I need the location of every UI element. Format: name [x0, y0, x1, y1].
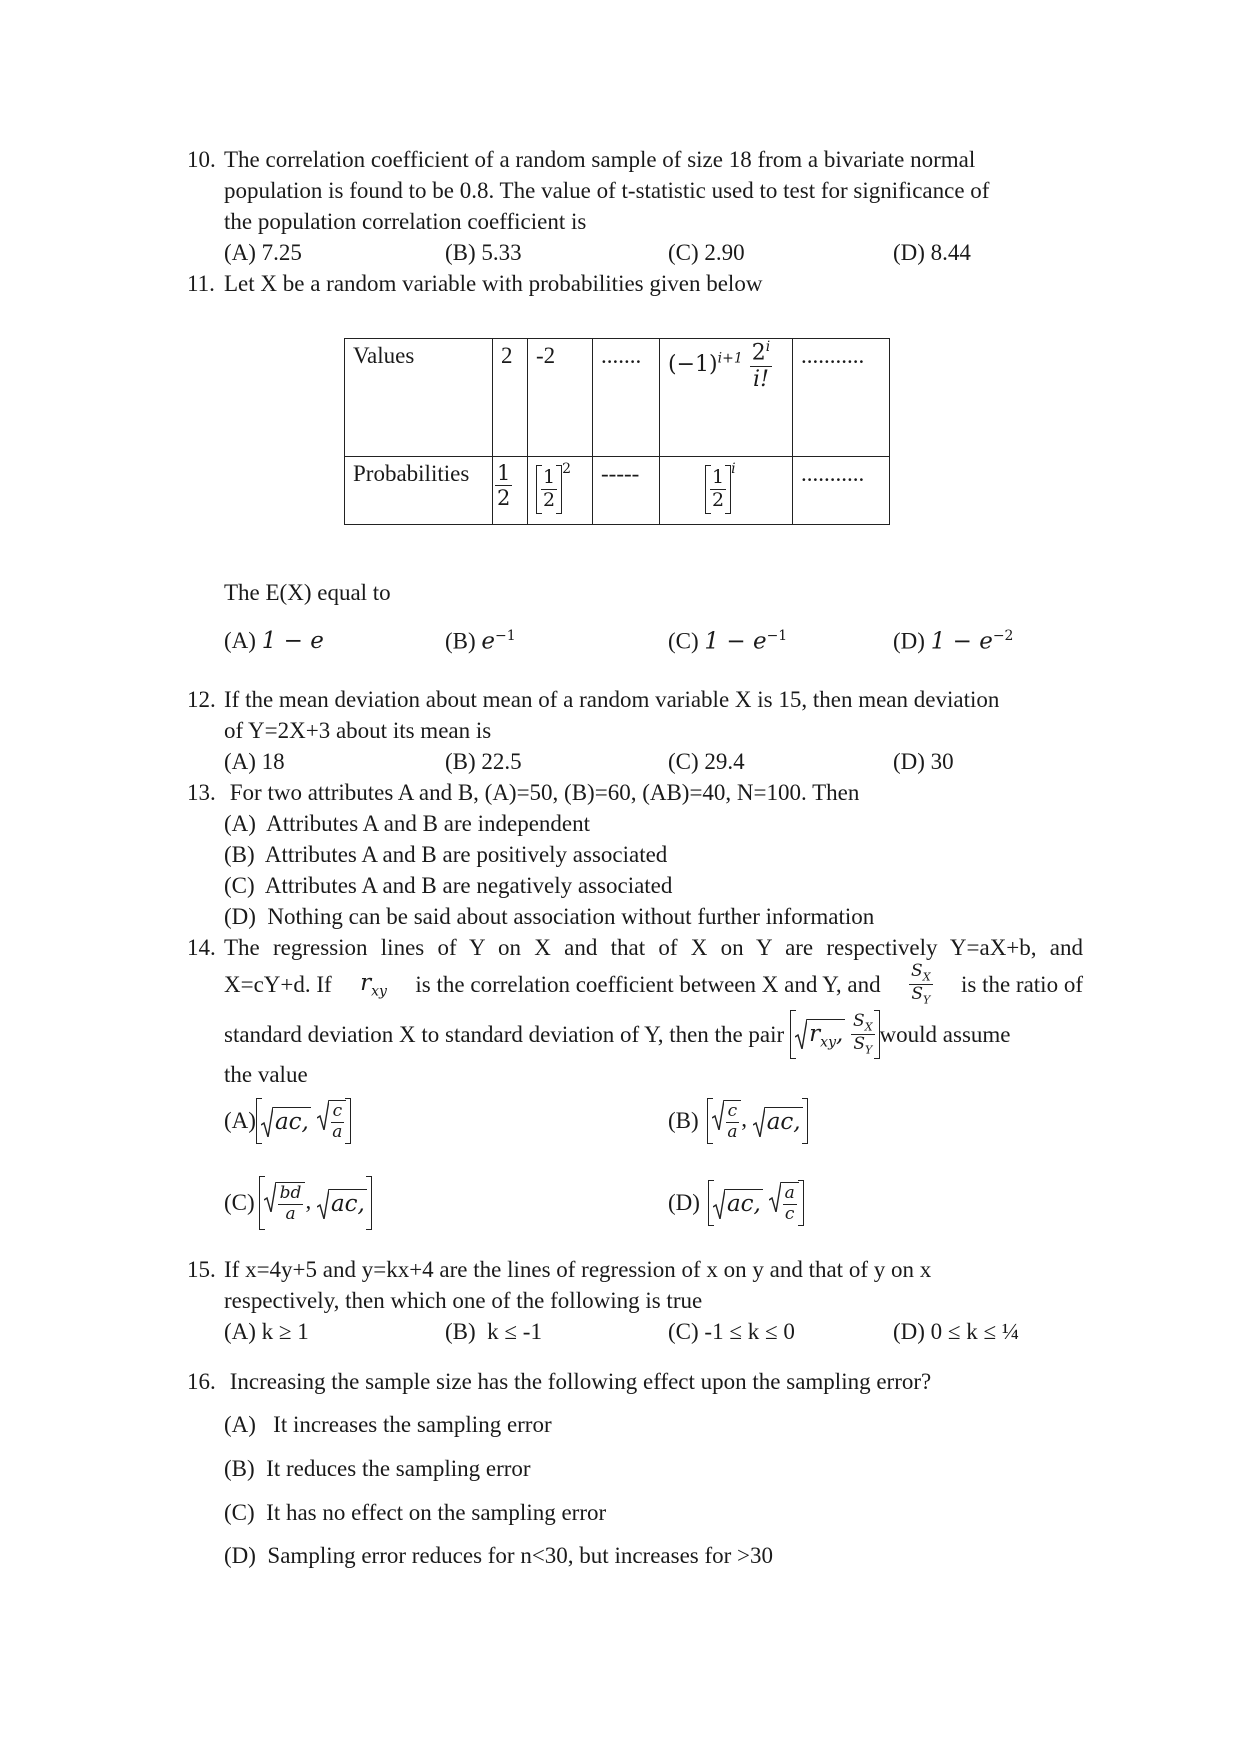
question-text-line: standard deviation X to standard deviation of Y, then the pair $r_{xy}$, $\frac{S_X}{S_Y}$ would assume [224, 1010, 1083, 1059]
option-a: (A) 7.25 [224, 240, 302, 265]
option-b: (B) It reduces the sampling error [224, 1456, 531, 1481]
question-number: 10. [187, 147, 216, 172]
question-text-line: respectively, then which one of the following is true [224, 1288, 703, 1313]
question-text-line: population is found to be 0.8. The value of t-statistic used to test for significance of [224, 178, 990, 203]
option-c: (C) $1 - e^{-1}$ [668, 628, 788, 655]
ellipsis-cell: ........... [793, 457, 890, 525]
numerator-exponent: i [765, 339, 771, 355]
question-text-line: If x=4y+5 and y=kx+4 are the lines of regression of x on y and that of y on x [224, 1257, 932, 1282]
option-d: (D) Nothing can be said about association without further information [224, 904, 875, 929]
values-label: Values [345, 339, 493, 457]
question-text-line: Let X be a random variable with probabilities given below [224, 271, 763, 296]
question-text-line: the value [224, 1062, 308, 1087]
question-text-line: For two attributes A and B, (A)=50, (B)=60, (AB)=40, N=100. Then [224, 780, 860, 805]
question-text-line: of Y=2X+3 about its mean is [224, 718, 492, 743]
question-text-line: The correlation coefficient of a random sample of size 18 from a bivariate normal [224, 147, 976, 172]
option-d: (D) 8.44 [893, 240, 971, 265]
question-prompt: The E(X) equal to [224, 580, 391, 605]
dash-cell: ----- [593, 457, 660, 525]
probability-cell: $\frac{1}{2}$ $^2$ [528, 457, 593, 525]
option-d: (D) ac, $\frac{a}{c}$ [668, 1180, 804, 1226]
option-b: (B) $\frac{c}{a}$ , ac, [668, 1098, 808, 1144]
option-d: (D) 0 ≤ k ≤ ¼ [893, 1319, 1020, 1344]
probability-table [344, 338, 890, 525]
fraction-denominator: i! [753, 366, 769, 392]
question-number: 16. [187, 1369, 216, 1394]
ellipsis-cell: ........... [793, 339, 890, 457]
option-c: (C) -1 ≤ k ≤ 0 [668, 1319, 795, 1344]
option-b: (B) Attributes A and B are positively associated [224, 842, 668, 867]
fraction-numerator: 2 [751, 340, 766, 366]
formula-exponent: i+1 [717, 351, 743, 368]
pair-bracket: $r_{xy}$, $\frac{S_X}{S_Y}$ [790, 1010, 879, 1059]
question-text-line: X=cY+d. If $r_{xy}$ is the correlation coefficient between X and Y, and $\frac{S_X}{S_Y}$ is the ratio of [224, 961, 1083, 1007]
option-a: (A) Attributes A and B are independent [224, 811, 591, 836]
value-cell: 2 [493, 339, 528, 457]
question-text-line: the population correlation coefficient is [224, 209, 587, 234]
option-c: (C) Attributes A and B are negatively associated [224, 873, 673, 898]
question-text-line: If the mean deviation about mean of a random variable X is 15, then mean deviation [224, 687, 1000, 712]
question-number: 13. [187, 780, 216, 805]
option-d: (D) Sampling error reduces for n<30, but increases for >30 [224, 1543, 774, 1568]
question-text-line: Increasing the sample size has the following effect upon the sampling error? [224, 1369, 932, 1394]
option-b: (B) 5.33 [445, 240, 522, 265]
question-number: 15. [187, 1257, 216, 1282]
option-b: (B) 22.5 [445, 749, 522, 774]
value-cell: -2 [528, 339, 593, 457]
probability-cell: $\frac{1}{2}$ $^i$ [660, 457, 793, 525]
value-formula [668, 339, 772, 392]
option-a: (A) ac, $\frac{c}{a}$ [224, 1098, 351, 1144]
question-number: 12. [187, 687, 216, 712]
option-a: (A) 1 − e [224, 628, 324, 654]
option-a: (A) 18 [224, 749, 285, 774]
question-number: 14. [187, 935, 216, 960]
option-d: (D) 30 [893, 749, 954, 774]
option-b: (B) $e^{-1}$ [445, 628, 516, 655]
option-d: (D) $1 - e^{-2}$ [893, 628, 1014, 655]
probability-cell: $\frac{1}{2}$ [493, 457, 528, 525]
question-text-line: The regression lines of Y on X and that of X on Y are respectively Y=aX+b, and [224, 935, 1083, 960]
option-b: (B) k ≤ -1 [445, 1319, 542, 1344]
option-c: (C) 29.4 [668, 749, 745, 774]
option-a: (A) k ≥ 1 [224, 1319, 309, 1344]
option-a: (A) It increases the sampling error [224, 1412, 552, 1437]
formula-base: (−1) [668, 352, 718, 378]
formula-fraction [750, 339, 772, 392]
option-c: (C) It has no effect on the sampling error [224, 1500, 607, 1525]
general-value-cell [660, 339, 793, 457]
question-number: 11. [187, 271, 215, 296]
probabilities-label: Probabilities [345, 457, 493, 525]
ellipsis-cell: ....... [593, 339, 660, 457]
option-c: (C) 2.90 [668, 240, 745, 265]
sx-over-sy: $\frac{S_X}{S_Y}$ [911, 961, 931, 1007]
option-c: (C) $\frac{bd}{a}$ , ac, [224, 1176, 372, 1230]
